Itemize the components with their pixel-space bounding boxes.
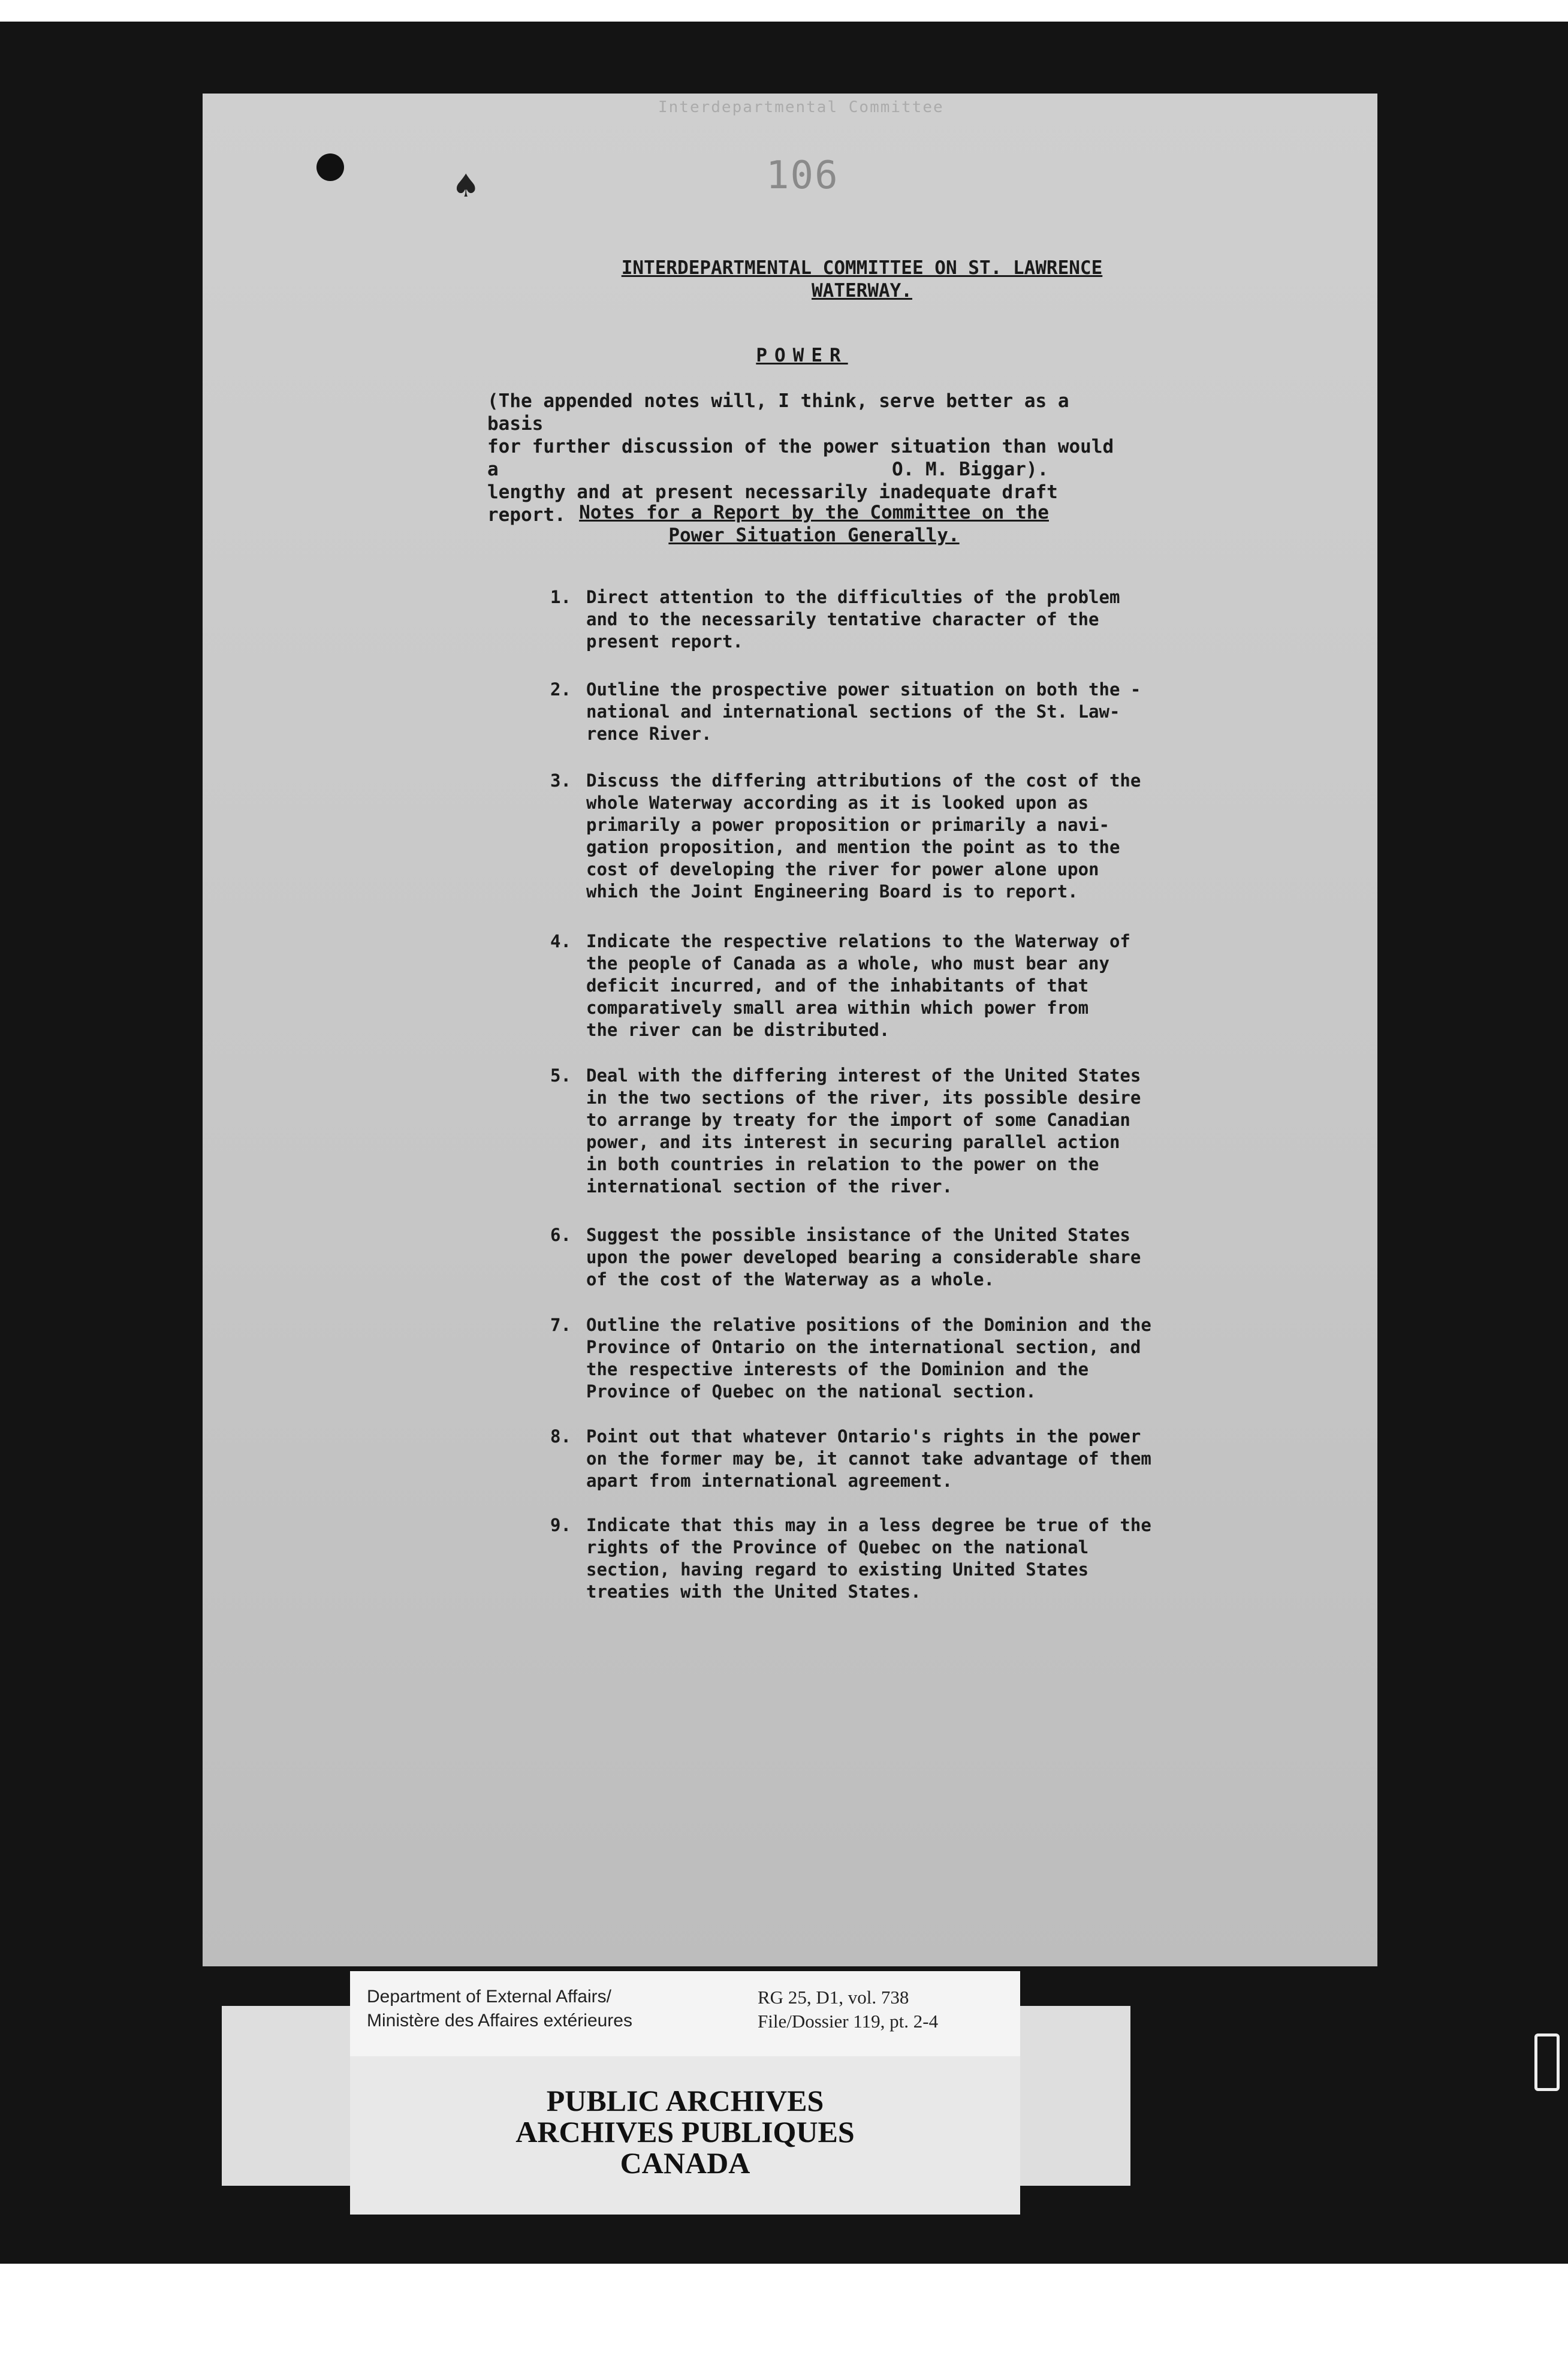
- item-line: upon the power developed bearing a considerable share: [586, 1247, 1141, 1267]
- pin-mark-icon: ♠: [454, 164, 478, 209]
- item-line: the river can be distributed.: [586, 1020, 890, 1040]
- item-number: 6.: [550, 1225, 571, 1245]
- punch-hole: [316, 153, 344, 181]
- item-line: power, and its interest in securing parallel action: [586, 1132, 1120, 1152]
- notes-heading-line: Power Situation Generally.: [668, 525, 960, 546]
- item-line: the respective interests of the Dominion and the: [586, 1359, 1089, 1379]
- item-line: Deal with the differing interest of the United States: [586, 1065, 1141, 1086]
- section-heading: POWER: [756, 345, 848, 366]
- department-en: Department of External Affairs/: [367, 1987, 611, 2007]
- item-number: 7.: [550, 1315, 571, 1335]
- faint-stamp: Interdepartmental Committee: [658, 98, 944, 116]
- item-line: and to the necessarily tentative character of the: [586, 609, 1099, 629]
- record-group-ref: RG 25, D1, vol. 738: [758, 1987, 909, 2008]
- item-number: 2.: [550, 679, 571, 700]
- item-line: in the two sections of the river, its possible desire: [586, 1087, 1141, 1108]
- file-dossier-ref: File/Dossier 119, pt. 2-4: [758, 2011, 939, 2032]
- intro-line: lengthy and at present necessarily inadequate draft report.: [487, 481, 1058, 526]
- stamp-line: CANADA: [620, 2146, 750, 2180]
- item-line: whole Waterway according as it is looked upon as: [586, 793, 1089, 813]
- item-number: 5.: [550, 1065, 571, 1086]
- item-number: 8.: [550, 1426, 571, 1447]
- item-line: which the Joint Engineering Board is to report.: [586, 881, 1078, 902]
- intro-line: (The appended notes will, I think, serve better as a basis: [487, 390, 1069, 435]
- department-fr: Ministère des Affaires extérieures: [367, 2011, 632, 2030]
- item-line: treaties with the United States.: [586, 1581, 921, 1602]
- item-line: Province of Ontario on the international section, and: [586, 1337, 1141, 1357]
- item-line: Point out that whatever Ontario's rights in the power: [586, 1426, 1141, 1447]
- archive-reference-label: [350, 1971, 1020, 2056]
- item-line: Discuss the differing attributions of the cost of the: [586, 770, 1141, 791]
- item-line: Outline the prospective power situation on both the -: [586, 679, 1141, 700]
- stamp-line: PUBLIC ARCHIVES: [546, 2084, 824, 2117]
- item-line: apart from international agreement.: [586, 1471, 953, 1491]
- item-line: Suggest the possible insistance of the United States: [586, 1225, 1130, 1245]
- item-number: 9.: [550, 1515, 571, 1535]
- item-line: in both countries in relation to the power on the: [586, 1154, 1099, 1174]
- item-line: Direct attention to the difficulties of the problem: [586, 587, 1120, 607]
- item-line: section, having regard to existing United States: [586, 1559, 1089, 1580]
- item-line: the people of Canada as a whole, who must bear any: [586, 953, 1109, 974]
- stamp-line: ARCHIVES PUBLIQUES: [515, 2115, 855, 2149]
- document-title: [592, 257, 1132, 302]
- item-line: rence River.: [586, 724, 712, 744]
- public-archives-stamp: [350, 2085, 1020, 2179]
- notes-heading-line: Notes for a Report by the Committee on the: [579, 502, 1049, 523]
- item-line: gation proposition, and mention the point as to the: [586, 837, 1120, 857]
- item-line: primarily a power proposition or primarily a navi-: [586, 815, 1109, 835]
- item-line: Province of Quebec on the national section.: [586, 1381, 1036, 1402]
- film-frame-mark: [1534, 2033, 1560, 2091]
- document-page: [203, 94, 1377, 1966]
- item-number: 3.: [550, 770, 571, 791]
- item-number: 4.: [550, 931, 571, 951]
- notes-heading: [544, 501, 1084, 547]
- item-line: cost of developing the river for power alone upon: [586, 859, 1099, 879]
- title-line: INTERDEPARTMENTAL COMMITTEE ON ST. LAWRENCE: [621, 257, 1103, 279]
- item-line: present report.: [586, 631, 743, 652]
- item-line: Outline the relative positions of the Dominion and the: [586, 1315, 1151, 1335]
- item-number: 1.: [550, 587, 571, 607]
- item-line: Indicate that this may in a less degree be true of the: [586, 1515, 1151, 1535]
- intro-signature: O. M. Biggar).: [892, 459, 1049, 480]
- item-line: international section of the river.: [586, 1176, 953, 1197]
- folio-number: 106: [766, 153, 839, 198]
- item-line: deficit incurred, and of the inhabitants of that: [586, 975, 1089, 996]
- item-line: comparatively small area within which power from: [586, 998, 1089, 1018]
- item-line: to arrange by treaty for the import of some Canadian: [586, 1110, 1130, 1130]
- title-line: WATERWAY.: [812, 280, 912, 302]
- item-line: national and international sections of the St. Law-: [586, 701, 1120, 722]
- item-line: rights of the Province of Quebec on the national: [586, 1537, 1089, 1557]
- item-line: on the former may be, it cannot take advantage of them: [586, 1448, 1151, 1469]
- item-line: Indicate the respective relations to the Waterway of: [586, 931, 1130, 951]
- item-line: of the cost of the Waterway as a whole.: [586, 1269, 994, 1290]
- intro-line: for further discussion of the power situation than would a: [487, 436, 1114, 480]
